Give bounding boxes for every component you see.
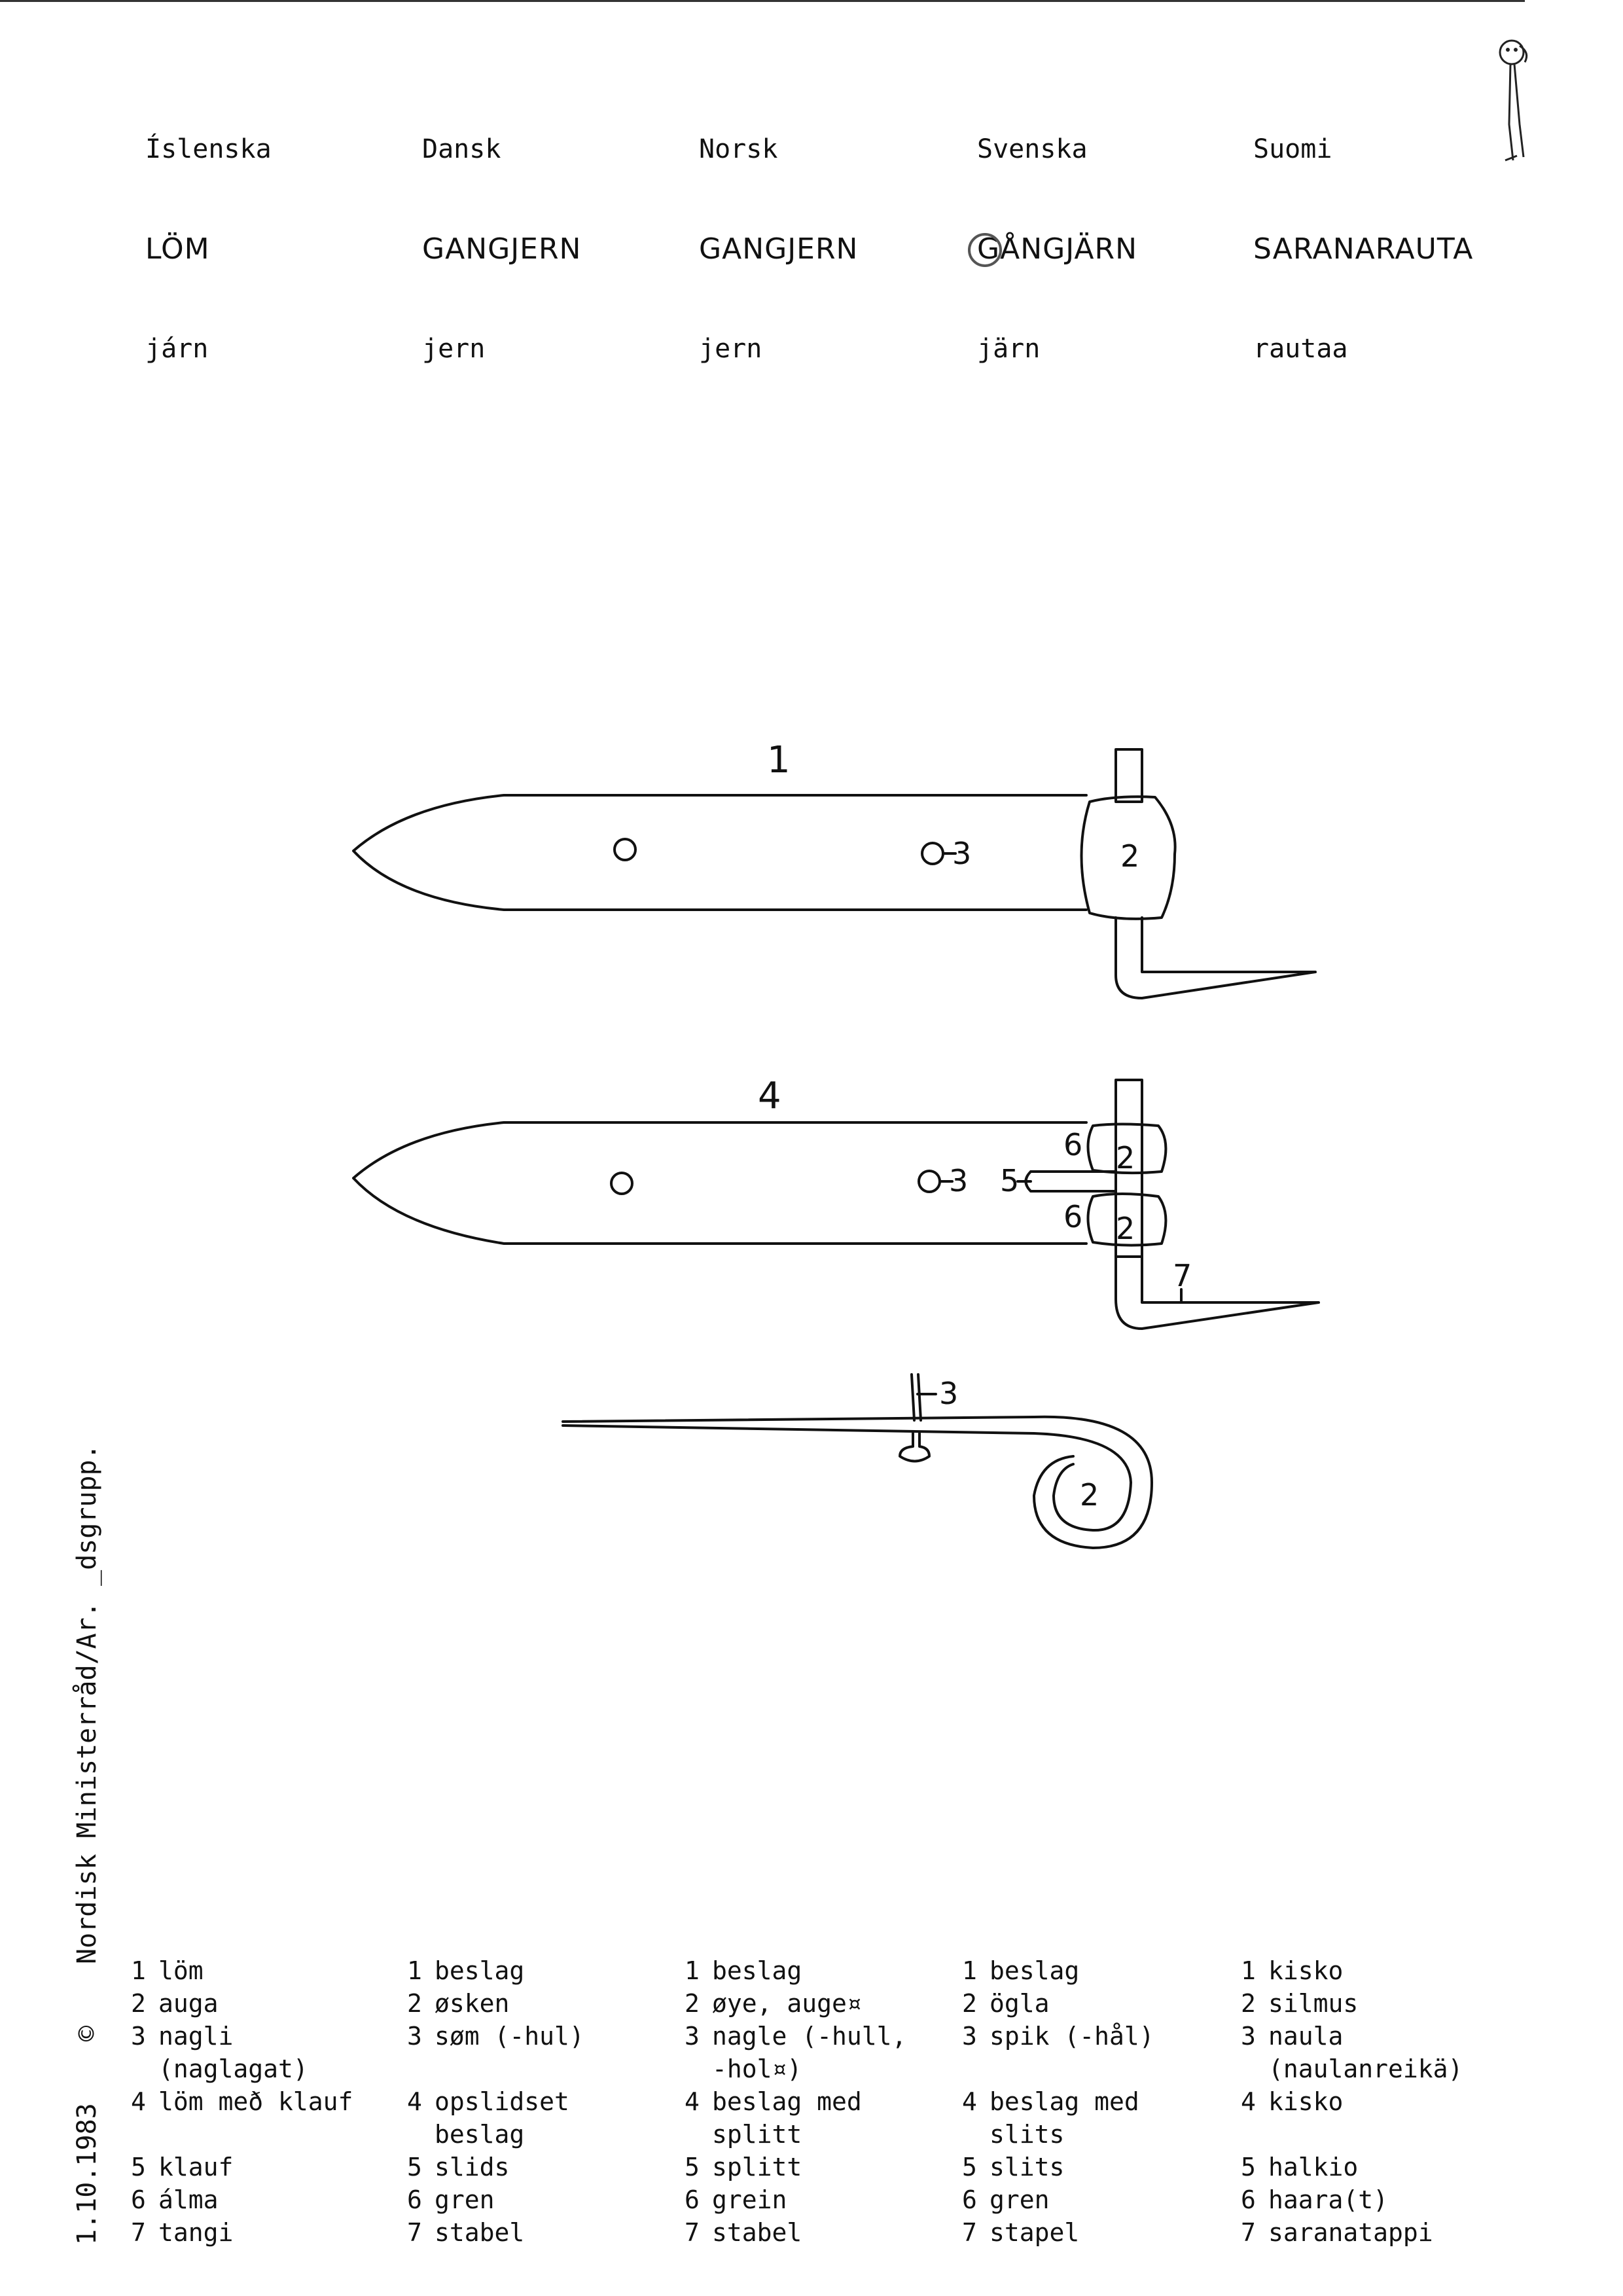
svg-text:6: 6 xyxy=(1063,1127,1083,1162)
svg-text:3: 3 xyxy=(939,1376,959,1411)
term-svenska: GÅNGJÄRN xyxy=(977,232,1137,266)
hinge-figure-1 xyxy=(353,749,1315,998)
svg-text:2: 2 xyxy=(1120,838,1140,874)
term-dansk: GANGJERN xyxy=(422,232,582,266)
legend-svenska: 1 beslag 2 ögla 3 spik (-hål) 4 beslag med slits 5 slits 6 gren 7 stapel xyxy=(962,1956,1154,2247)
figure-logo xyxy=(1486,26,1544,170)
date-stamp: 1.10.1983 xyxy=(72,2103,102,2245)
svg-text:3: 3 xyxy=(949,1163,969,1198)
material-norsk: jern xyxy=(699,334,762,364)
language-svenska: Svenska xyxy=(977,134,1088,164)
term-islenska: LÖM xyxy=(145,232,210,266)
legend-norsk: 1 beslag 2 øye, auge¤ 3 nagle (-hull, -hol¤) 4 beslag med splitt 5 splitt 6 grein 7 stabel xyxy=(685,1956,907,2247)
top-rule xyxy=(0,0,1525,2)
legend-dansk: 1 beslag 2 øsken 3 søm (-hul) 4 opslidset beslag 5 slids 6 gren 7 stabel xyxy=(407,1956,584,2247)
term-suomi: SARANARAUTA xyxy=(1253,232,1474,266)
material-svenska: järn xyxy=(977,334,1041,364)
svg-text:2: 2 xyxy=(1080,1477,1099,1513)
publisher-name: Nordisk Ministerråd/Ar. _dsgrupp. xyxy=(72,1444,102,1964)
svg-text:2: 2 xyxy=(1116,1140,1135,1175)
svg-text:7: 7 xyxy=(1173,1258,1192,1293)
legend-islenska: 1 löm 2 auga 3 nagli (naglagat) 4 löm með klauf 5 klauf 6 álma 7 tangi xyxy=(131,1956,353,2247)
language-norsk: Norsk xyxy=(699,134,778,164)
language-suomi: Suomi xyxy=(1253,134,1332,164)
pen-circle-mark xyxy=(965,230,1005,270)
legend-suomi: 1 kisko 2 silmus 3 naula (naulanreikä) 4 kisko 5 halkio 6 haara(t) 7 saranatappi xyxy=(1241,1956,1463,2247)
hinge-illustration xyxy=(0,720,1623,1571)
svg-text:1: 1 xyxy=(767,739,791,781)
sidebar-imprint xyxy=(72,1398,102,2245)
material-suomi: rautaa xyxy=(1253,334,1348,364)
hinge-side-view xyxy=(563,1374,1152,1548)
material-islenska: járn xyxy=(145,334,209,364)
svg-text:5: 5 xyxy=(1000,1163,1020,1198)
material-dansk: jern xyxy=(422,334,486,364)
svg-text:6: 6 xyxy=(1063,1199,1083,1234)
svg-text:4: 4 xyxy=(758,1075,781,1117)
svg-text:3: 3 xyxy=(952,836,972,871)
language-islenska: Íslenska xyxy=(145,134,272,164)
language-dansk: Dansk xyxy=(422,134,501,164)
term-norsk: GANGJERN xyxy=(699,232,859,266)
copyright-symbol: © xyxy=(72,2026,102,2042)
svg-text:2: 2 xyxy=(1116,1211,1135,1246)
